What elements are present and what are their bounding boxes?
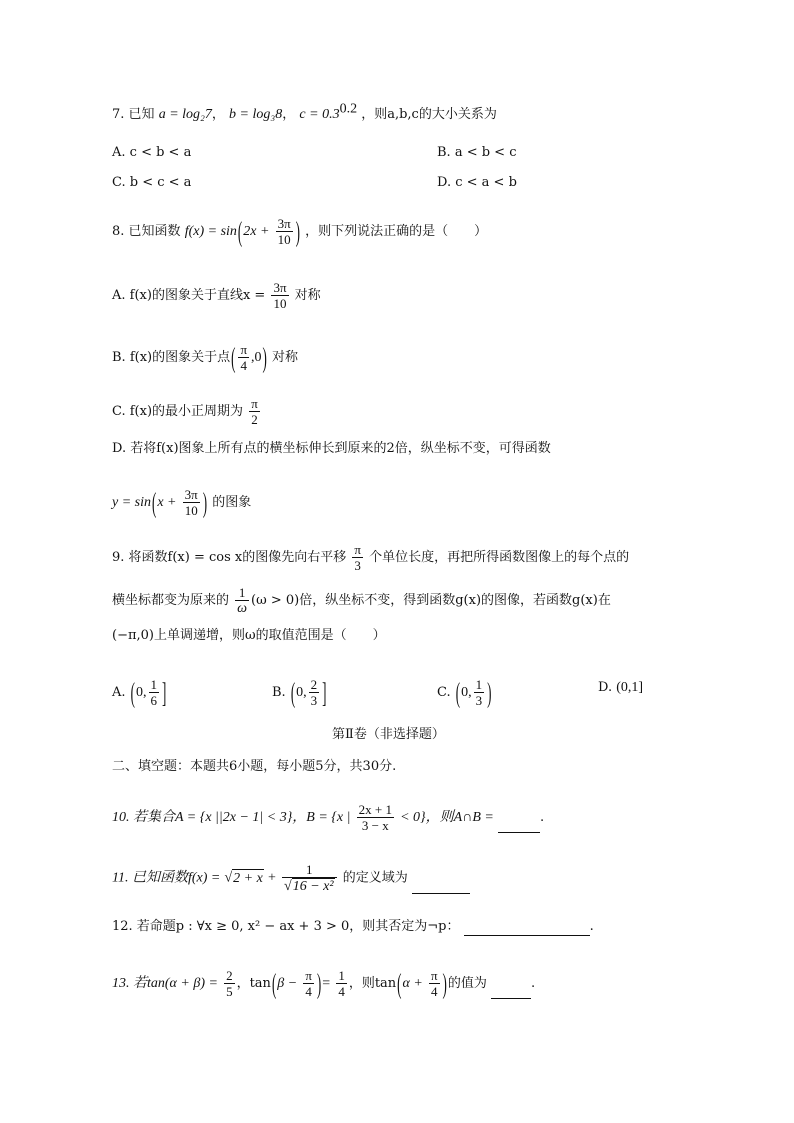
q11-stem: 11. 已知函数f(x) = √2 + x + $\frac{1}{\text{√16 − x²}}$ 的定义域为 [112,862,470,894]
q9-option-c: C. (0, $\frac{1}{3}$ ) [437,674,492,708]
q7-a-def: a = log₂7 [158,107,212,122]
q8-c-fraction: $\frac{\pi}{2}$ [251,396,258,427]
q7-number: 7. 已知 [112,107,155,122]
q12-stem: 12. 若命题p : ∀x ≥ 0, x² − ax + 3 > 0，则其否定为¬p： . [112,919,594,934]
q9-line3: (−π,0)上单调递增，则ω的取值范围是（ ） [112,628,386,643]
q9-option-d: D. (0,1] [598,680,644,695]
q8-option-a: A. f(x)的图象关于直线x = $\frac{3\pi}{10}$ 对称 [112,280,321,311]
q7-option-c: C. b < c < a [112,175,192,190]
q12-answer-blank[interactable] [464,921,590,936]
q8-option-d-line1: D. 若将f(x)图象上所有点的横坐标伸长到原来的2倍，纵坐标不变，可得函数 [112,441,551,456]
q8-option-c: C. f(x)的最小正周期为 $\frac{\pi}{2}$ [112,396,258,427]
q8-option-d-line2: y = sin(x + $\frac{3\pi}{10}$ ) 的图象 [112,484,252,518]
q11-fraction: $\frac{1}{\text{√16 − x²}}$ [282,862,337,894]
section-description: 二、填空题：本题共6小题，每小题5分，共30分. [112,759,397,774]
right-paren: ) [295,213,300,247]
q13-stem: 13. 若tan(α + β) = $\frac{2}{5}$ ，tan(β − $\frac{\pi}{4}$ )= $\frac{1}{4}$ ，则tan(α + $\frac{\pi}{4}$ )的值为 . [112,965,536,999]
q8-fraction: $\frac{3\pi}{10}$ [277,216,291,247]
q7-option-b: B. a < b < c [437,145,517,160]
q8-b-fraction: $\frac{\pi}{4}$ [240,342,248,373]
q9-option-a: A. (0, $\frac{1}{6}$ ] [112,674,167,708]
q7-b-def: b = log₃8 [229,107,283,122]
q8-function: f(x) = sin [184,224,237,239]
q9-shift-fraction: $\frac{\pi}{3}$ [354,542,361,573]
q7-c-def: c = 0.3 [299,107,340,122]
q8-option-b: B. f(x)的图象关于点( $\frac{\pi}{4}$ ,0) 对称 [112,339,299,373]
q7-option-d: D. c < a < b [437,175,517,190]
q10-stem: 10. 若集合A = {x ||2x − 1| < 3}，B = {x | $\frac{2x + 1}{3 - x}$ < 0}，则A∩B = . [112,802,545,833]
q8-stem: 8. 已知函数 f(x) = sin(2x + $\frac{3\pi}{10}$ ) ，则下列说法正确的是（ ） [112,216,487,247]
q7-c-exponent: 0.2 [339,101,358,117]
section-title: 第Ⅱ卷（非选择题） [332,727,445,742]
q8-d-fraction: $\frac{3\pi}{10}$ [184,487,198,518]
q9-line2: 横坐标都变为原来的 $\frac{1}{\omega}$ (ω > 0)倍，纵坐标不变，得到函数g(x)的图像，若函数g(x)在 [112,585,611,616]
q10-answer-blank[interactable] [498,818,540,833]
q9-option-b: B. (0, $\frac{2}{3}$ ] [272,674,327,708]
q10-fraction: $\frac{2x + 1}{3 - x}$ [358,802,392,833]
q9-line1: 9. 将函数f(x) = cos x的图像先向右平移 $\frac{\pi}{3}$ 个单位长度，再把所得函数图像上的每个点的 [112,542,630,573]
q7-tail: ，则a,b,c的大小关系为 [361,107,497,122]
left-paren: ( [237,213,243,247]
q8-tail: ，则下列说法正确的是（ ） [305,224,488,239]
q8-number: 8. 已知函数 [112,224,181,239]
q9-omega-fraction: $\frac{1}{\omega}$ [237,585,248,616]
q7-stem: 7. 已知 a = log₂7， b = log₃8， $c = 0.3^{0.2}$ ，则a,b,c的大小关系为 [112,101,497,122]
q7-option-a: A. c < b < a [112,145,192,160]
q11-answer-blank[interactable] [412,879,470,894]
q8-a-fraction: $\frac{3\pi}{10}$ [273,280,287,311]
q13-answer-blank[interactable] [491,984,531,999]
